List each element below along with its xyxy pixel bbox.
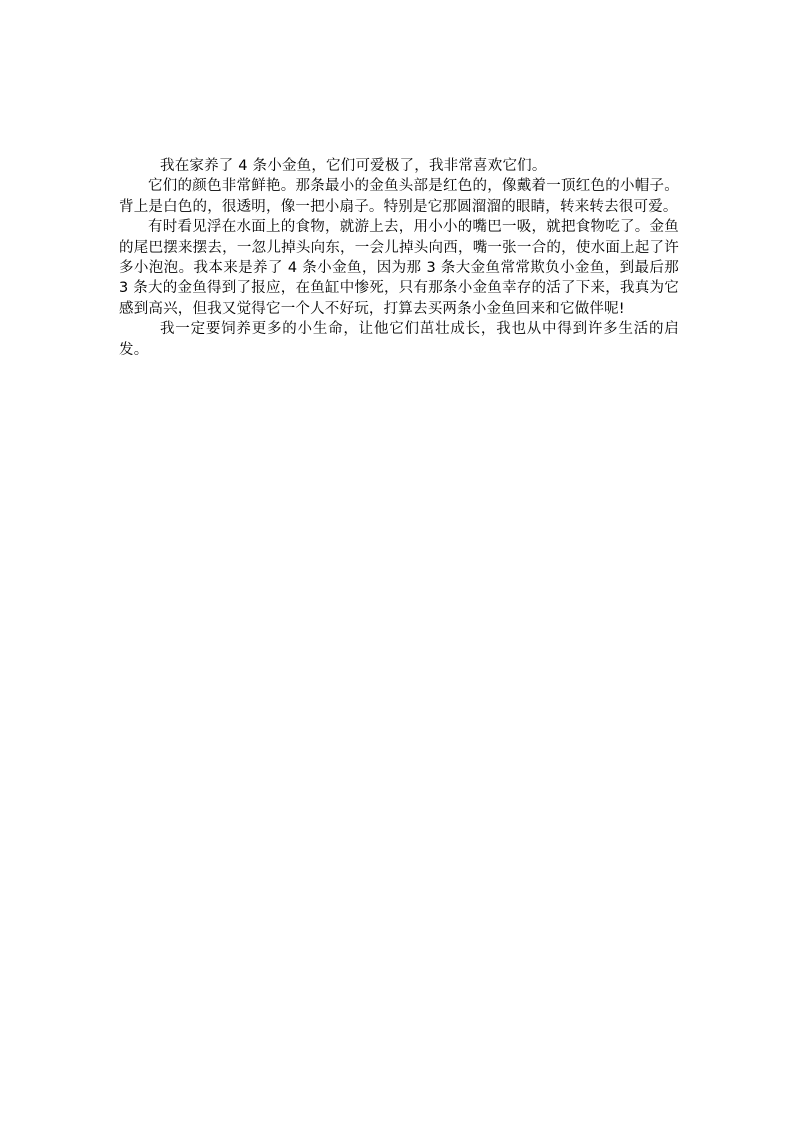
paragraph-1: 我在家养了 4 条小金鱼，它们可爱极了，我非常喜欢它们。 [160,158,547,174]
paragraph-2: 它们的颜色非常鲜艳。那条最小的金鱼头部是红色的，像戴着一顶红色的小帽子。背上是白色的，很透明，像一把小扇子。特别是它那圆溜溜的眼睛，转来转去很可爱。 [119,178,679,215]
paragraph-3: 有时看见浮在水面上的食物，就游上去，用小小的嘴巴一吸，就把食物吃了。金鱼的尾巴摆来摆去，一忽儿掉头向东，一会儿掉头向西，嘴一张一合的，使水面上起了许多小泡泡。我本来是养了 4 条小金鱼，因为那 3 条大金鱼常常欺负小金鱼，到最后那 3 条大的金鱼得到了报应，在鱼缸中惨死，只有那条小金鱼幸存的活了下来，我真为它感到高兴，但我又觉得它一个人不好玩，打算去买两条小金鱼回来和它做伴呢! [119,219,679,317]
document-body [119,156,679,360]
paragraph-4: 我一定要饲养更多的小生命，让他它们茁壮成长，我也从中得到许多生活的启发。 [119,321,679,358]
